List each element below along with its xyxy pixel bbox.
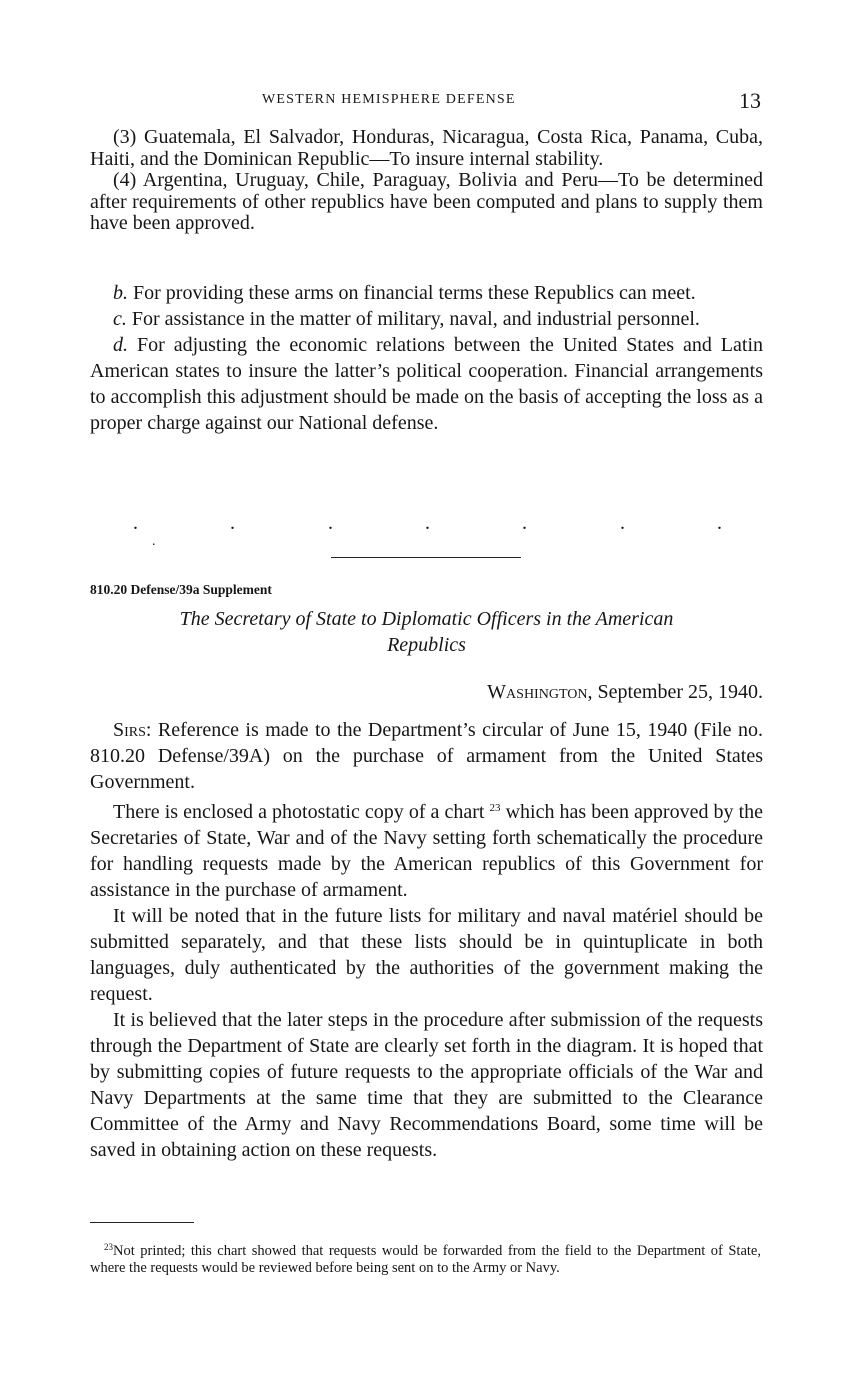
paragraph-1-text: : Reference is made to the Department’s circular of June 15, 1940 (File no. 810.20 Defense/39A) on the purchase of armament from the United States Government.	[90, 719, 763, 793]
dateline-date: , September 25, 1940.	[587, 681, 763, 703]
footnote	[90, 1239, 761, 1276]
stray-mark: .	[152, 534, 156, 549]
paragraph-2	[90, 795, 763, 903]
list-continued	[90, 127, 763, 235]
lettered-items	[90, 280, 763, 436]
dateline-city: Washington	[487, 681, 588, 703]
document-title	[90, 606, 763, 658]
item-d-letter: d.	[113, 334, 128, 356]
section-divider	[331, 557, 521, 558]
omission-dot: .	[717, 512, 722, 534]
paragraph-3: It will be noted that in the future lists for military and naval matériel should be submitted separately, and that these lists should be in quintuplicate in both languages, duly authenticated by the authorities of the government making the request.	[90, 905, 763, 1005]
paragraph-2-after: which has been approved by the Secretaries of State, War and of the Navy setting forth schematically the procedure for handling requests made by the American republics of this Government for assistance in the purchase of armament.	[90, 801, 764, 901]
omission-dots	[90, 512, 763, 542]
omission-dot: .	[230, 512, 235, 534]
document-title-line-2: Republics	[387, 634, 466, 656]
dateline	[487, 681, 763, 704]
paragraph-4: It is believed that the later steps in the procedure after submission of the requests through the Department of State are clearly set forth in the diagram. It is hoped that by submitting copies of future requests to the appropriate officials of the War and Navy Departments at the same time that they are submitted to the Clearance Committee of the Army and Navy Recommendations Board, some time will be saved in obtaining action on these requests.	[90, 1009, 763, 1161]
item-b-letter: b.	[113, 282, 128, 304]
document-title-line-1: The Secretary of State to Diplomatic Officers in the American	[179, 608, 674, 630]
footnote-number: 23	[104, 1242, 113, 1252]
salutation: Sirs	[113, 719, 146, 741]
omission-dot: .	[328, 512, 333, 534]
item-c-letter: c.	[113, 308, 127, 330]
omission-dot: .	[620, 512, 625, 534]
page-number: 13	[739, 88, 761, 113]
item-d-text: For adjusting the economic relations between the United States and Latin American states to insure the latter’s political cooperation. Financial arrangements to accomplish this adjustment should be made on the basis of accepting the loss as a proper charge against our National defense.	[90, 334, 763, 434]
running-head	[90, 88, 763, 114]
footnote-rule	[90, 1222, 194, 1223]
list-item-3: (3) Guatemala, El Salvador, Honduras, Nicaragua, Costa Rica, Panama, Cuba, Haiti, and the Dominican Republic—To insure internal stability.	[90, 126, 763, 170]
letter-body	[90, 717, 763, 1163]
footnote-text: Not printed; this chart showed that requests would be forwarded from the field to the Department of State, where the requests would be reviewed before being sent on to the Army or Navy.	[90, 1243, 761, 1276]
paragraph-1	[90, 717, 763, 795]
running-title: WESTERN HEMISPHERE DEFENSE	[262, 92, 516, 107]
item-b	[90, 280, 763, 306]
item-c	[90, 306, 763, 332]
list-item-4: (4) Argentina, Uruguay, Chile, Paraguay, Bolivia and Peru—To be determined after requirements of other republics have been computed and plans to supply them have been approved.	[90, 169, 763, 234]
file-reference: 810.20 Defense/39a Supplement	[90, 582, 272, 597]
item-c-text: For assistance in the matter of military, naval, and industrial personnel.	[126, 308, 700, 330]
omission-dot: .	[133, 512, 138, 534]
item-d	[90, 332, 763, 436]
paragraph-2-before: There is enclosed a photostatic copy of a chart	[113, 801, 485, 823]
footnote-reference: 23	[489, 802, 501, 814]
omission-dot: .	[522, 512, 527, 534]
omission-dot: .	[425, 512, 430, 534]
item-b-text: For providing these arms on financial terms these Republics can meet.	[128, 282, 696, 304]
